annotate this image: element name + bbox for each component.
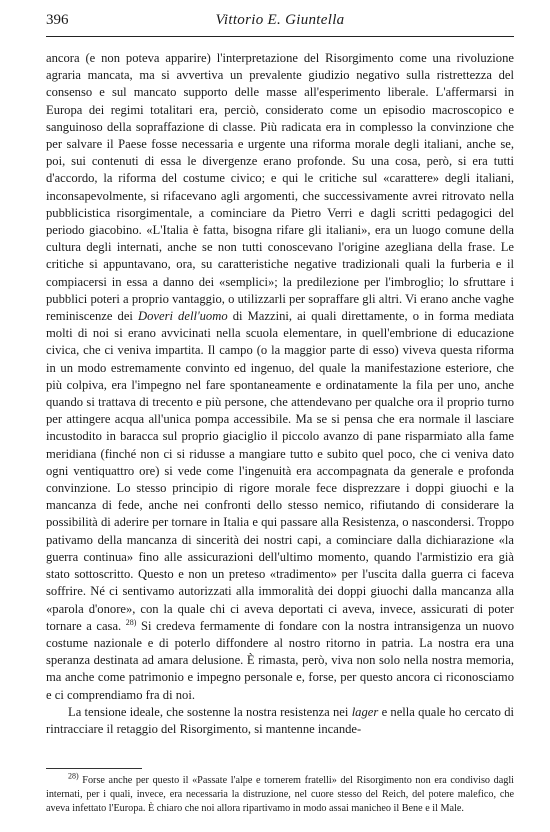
paragraph-1-text-a: ancora (e non poteva apparire) l'interpretazione del Risorgimento come una rivoluzione agraria mancata, ma si avvertiva un prevalente giudizio negativo sulla ristrettezza del consenso e sul mancato supporto delle masse all'esperimento liberale. L'affermarsi in Europa dei regimi totalitari era, perciò, considerato come un episodio macroscopico e sanguinoso della sopraffazione di classe. Più radicata era in complesso la convinzione che per salvare il Paese fosse necessaria e urgente una riforma morale degli italiani, anche se, poi, sui contenuti di essa le divergenze erano profonde. Su una cosa, però, si era tutti d'accordo, la riforma del costume civico; e qui le critiche sul «carattere» degli italiani, inconsapevolmente, si rifacevano agli argomenti, che successivamente avrei ritrovato nella pubblicistica risorgimentale, a cominciare da Pietro Verri e dagli scritti pedagogici del periodo giacobino. «L'Italia è fatta, bisogna rifare gli italiani», era un luogo comune della cultura degli internati, anche se non tutti conoscevano l'origine azegliana della frase. Le critiche si appuntavano, ora, su caratteristiche negative tradizionali quali la furberia e il compiacersi in essa a danno dei «semplici»; la predilezione per l'imbroglio; lo sfruttare i pubblici poteri a proprio vantaggio, o utilizzarli per sopraffare gli altri. Vi erano anche vaghe reminiscenze dei bbox=[46, 51, 514, 324]
header-rule bbox=[46, 36, 514, 37]
page-header bbox=[46, 12, 514, 36]
footnote-separator bbox=[46, 768, 142, 769]
paragraph-1-text-b: di Mazzini, ai quali direttamente, o in forma mediata molti di noi si erano avvicinati nella scuola elementare, in quell'embrione di educazione civica, che ci veniva impartita. Il campo (o la maggior parte di esso) viveva questa riforma in un modo estremamente convinto ed ingenuo, del quale la manifestazione esteriore, che più colpiva, era l'impegno nel fare spontaneamente e ordinatamente la fila per uno, anche quando si trattava di trecento e più persone, che attendevano per qualche ora il proprio turno per attingere acqua all'unica pompa accessibile. Ma se si pensa che era normale il lasciare incustodito in baracca sul proprio giaciglio il piccolo avanzo di pane risparmiato alla fame meridiana (finché non ci si ridusse a mangiare tutto e subito quel poco, che ci veniva dato ogni ventiquattro ore) si vede come l'ingenuità era accompagnata da generale e profonda convinzione. Lo stesso principio di rigore morale fece disprezzare i doppi giuochi e la mancanza di fede, anche nei confronti dello stesso nemico, rifiutando di considerare la possibilità di aderire per tornare in Italia e qui passare alla Resistenza, o nascondersi. Troppo pativamo della mancanza di sincerità dei nostri capi, a cominciare dalla dichiarazione «la guerra continua» fino alle assicurazioni dell'ultimo momento, quando l'armistizio era già stato sottoscritto. Questo e non un preteso «tradimento» per l'uscita dalla guerra ci faceva soffrire. Né ci sentivamo autorizzati alla immoralità dei doppi giuochi dalla mancanza alla «parola d'onore», con la quale chi ci aveva deportati ci aveva, invece, assicurati di poter tornare a casa. bbox=[46, 309, 514, 633]
footnote-text: Forse anche per questo il «Passate l'alpe e tornerem fratelli» del Risorgimento non era condiviso dagli internati, per i quali, invece, era necessaria la distruzione, nel cuore stesso del Reich, del potere malefico, che aveva infettato l'Europa. È chiaro che noi allora ripartivamo in modo assai manicheo il Bene e il Male. bbox=[46, 775, 514, 815]
running-head: Vittorio E. Giuntella bbox=[215, 12, 345, 28]
footnote bbox=[46, 771, 514, 817]
footnote-reference: 28) bbox=[125, 617, 137, 627]
paragraph-1-text-c: Si credeva fermamente di fondare con la nostra intransigenza un nuovo costume nazionale e di poterlo diffondere al nostro ritorno in patria. La nostra era una speranza destinata ad amara delusione. È rimasta, però, viva non solo nella nostra memoria, ma anche come patrimonio e impegno personale e, forse, per questo ancora ci riconosciamo e ci comprendiamo fra di noi. bbox=[46, 618, 514, 702]
lager-italic: lager bbox=[351, 704, 379, 719]
page-number: 396 bbox=[46, 12, 69, 28]
body-text bbox=[46, 50, 514, 738]
paragraph-2 bbox=[46, 704, 514, 738]
book-title-italic: Doveri dell'uomo bbox=[138, 309, 228, 324]
paragraph-1 bbox=[46, 50, 514, 704]
paragraph-2-text-b: e nella quale ho cercato di rintracciare il retaggio del Risorgimento, si mantenne incande- bbox=[46, 704, 514, 736]
footnote-mark: 28) bbox=[68, 771, 79, 781]
paragraph-2-text-a: La tensione ideale, che sostenne la nostra resistenza nei bbox=[68, 704, 349, 719]
